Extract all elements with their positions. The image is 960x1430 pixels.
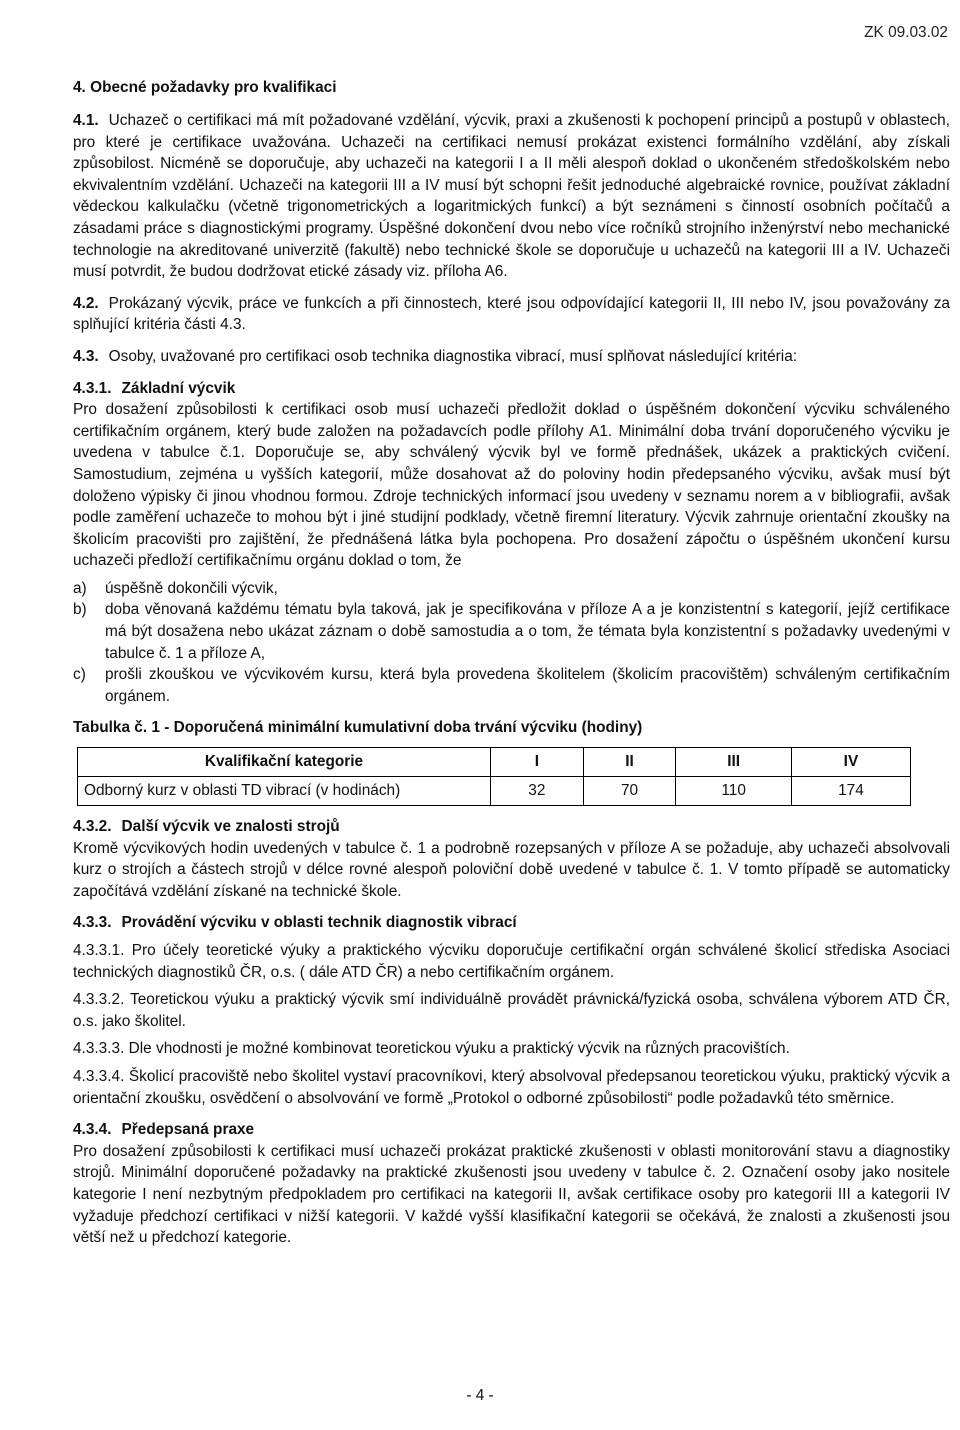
paragraph-text: Školicí pracoviště nebo školitel vystaví pracovníkovi, který absolvoval předepsanou teoretickou výuku, praktický výcvik a orientační zkoušku, osvědčení o absolvování ve formě „Protokol o odborné způsobilosti“ podle požadavků této směrnice. [73,1067,950,1107]
heading-title: Další výcvik ve znalosti strojů [121,818,340,836]
paragraph-4-3-3-4 [73,1066,950,1109]
heading-title: Předepsaná praxe [121,1121,255,1139]
page-number: - 4 - [466,1387,494,1404]
paragraph-4-3-3-2 [73,989,950,1032]
table-caption: Tabulka č. 1 - Doporučená minimální kumulativní doba trvání výcviku (hodiny) [73,719,643,737]
requirements-list [73,578,950,708]
list-item-text: úspěšně dokončili výcvik, [105,579,278,597]
paragraph-number: 4.3.3.2. [73,991,125,1009]
paragraph-text: Teoretickou výuku a praktický výcvik smí individuálně provádět právnická/fyzická osoba, schválena výborem ATD ČR, o.s. jako školitel. [73,991,951,1030]
heading-4-3-2 [73,816,950,838]
paragraph-text: Osoby, uvažované pro certifikaci osob technika diagnostika vibrací, musí splňovat následující kritéria: [108,347,798,365]
heading-number: 4.3.1. [73,379,112,397]
paragraph-4-3-2: Kromě výcvikových hodin uvedených v tabulce č. 1 a podrobně rozepsaných v příloze A se požaduje, aby uchazeči absolvovali kurz o strojích a částech strojů v délce rovné alespoň poloviční době uvedené v tabulce č. 1. V tomto případě se automaticky započítává vzdělání získané na technické škole. [73,839,950,900]
paragraph-number: 4.3.3.4. [73,1067,125,1085]
paragraph-4-3-4: Pro dosažení způsobilosti k certifikaci musí uchazeči prokázat praktické zkušenosti v oblasti monitorování stavu a diagnostiky strojů. Minimální doporučené požadavky na praktické zkušenosti jsou uvedeny v tabulce č. 2. Označení osoby jako nositele kategorie I není nezbytným předpokladem pro certifikaci na kategorii II, avšak certifikace osoby pro kategorii III a kategorii IV vyžaduje předchozí certifikaci v nižší kategorii. V každé vyšší klasifikační kategorii se očekává, že znalosti a zkušenosti jsou větší než u předchozí kategorie. [73,1142,950,1247]
paragraph-text: Uchazeč o certifikaci má mít požadované vzdělání, výcvik, praxi a zkušenosti k pochopení principů a postupů v oblastech, pro které je certifikace uvažována. Uchazeči na certifikaci nemusí prokázat existenci formálního vzdělání, aby získali způsobilost. Nicméně se doporučuje, aby uchazeči na kategorii I a II měli alespoň doklad o ukončeném středoškolském nebo ekvivalentním vzdělání. Uchazeči na kategorii III a IV musí být schopni řešit jednoduché algebraické rovnice, používat základní vědeckou kalkulačku (včetně trigonometrických a logaritmických funkcí) a být seznámeni s činností osobních počítačů a zásadami práce s diagnostickými programy. Úspěšné dokončení dvou nebo více ročníků strojního inženýrství nebo mechanické technologie na akreditované univerzitě (fakultě) nebo technické škole se doporučuje u uchazečů na kategorii III a IV. Uchazeči musí potvrdit, že budou dodržovat etické zásady viz. příloha A6. [73,112,950,281]
heading-number: 4.3.2. [73,818,112,836]
heading-number: 4.3.3. [73,914,112,932]
paragraph-number: 4.2. [73,294,99,312]
heading-4-3-3 [73,912,950,934]
list-item [73,599,950,664]
document-body [73,110,950,1249]
list-item-text: doba věnovaná každému tématu byla taková, jak je specifikována v příloze A a je konzistentní s kategorií, jejíž certifikace má být dosažena nebo ukázat záznam o době samostudia a o tom, že témata byla konzistentní s požadavky uvedenými v tabulce č. 1 a příloze A, [105,601,950,662]
table-header-cell: I [491,748,584,777]
paragraph-4-1 [73,110,950,283]
table-cell: Odborný kurz v oblasti TD vibrací (v hodinách) [78,777,491,806]
list-item-label: b) [73,601,87,619]
table-cell: 110 [676,777,792,806]
table-cell: 174 [791,777,910,806]
heading-title: Základní výcvik [121,379,236,397]
paragraph-number: 4.3.3.3. [73,1040,125,1058]
table-cell: 32 [491,777,584,806]
training-hours-table [77,747,911,806]
table-cell: 70 [583,777,676,806]
document-id: ZK 09.03.02 [864,24,948,41]
paragraph-text: Dle vhodnosti je možné kombinovat teoretickou výuku a praktický výcvik na různých pracovištích. [128,1040,790,1058]
heading-number: 4.3.4. [73,1121,112,1139]
list-item-label: c) [73,666,86,684]
list-item-text: prošli zkouškou ve výcvikovém kursu, která byla provedena školitelem (školicím pracovištěm) schváleným certifikačním orgánem. [105,666,950,705]
paragraph-4-3-3-1 [73,940,950,983]
list-item-label: a) [73,579,87,597]
paragraph-text: Pro účely teoretické výuky a praktického výcviku doporučuje certifikační orgán schválené školicí střediska Asociaci technických diagnostiků ČR, o.s. ( dále ATD ČR) a nebo certifikačním orgánem. [73,942,950,981]
table-header-row [78,748,911,777]
paragraph-4-3 [73,346,950,368]
table-row [78,777,911,806]
heading-4-3-4 [73,1119,950,1141]
section-title: 4. Obecné požadavky pro kvalifikaci [73,79,337,96]
paragraph-number: 4.1. [73,112,99,129]
list-item [73,664,950,707]
table-header-cell: II [583,748,676,777]
paragraph-4-2 [73,293,950,336]
list-item [73,578,950,600]
paragraph-4-3-1: Pro dosažení způsobilosti k certifikaci osob musí uchazeči předložit doklad o úspěšném dokončení výcviku schváleného certifikačním orgánem, který bude založen na požadavcích podle přílohy A1. Minimální doba trvání doporučeného výcviku je uvedena v tabulce č.1. Doporučuje se, aby schválený výcvik byl ve formě přednášek, ukázek a praktických cvičení. Samostudium, zejména u vyšších kategorií, může dosahovat až do poloviny hodin předepsaného výcviku, avšak musí být doloženo výpisky či jinou vhodnou formou. Zdroje technických informací jsou uvedeny v seznamu norem a v bibliografii, avšak podle zaměření uchazeče to mohou být i jiné studijní podklady, včetně firemní literatury. Výcvik zahrnuje orientační zkoušky na školicím pracovišti pro zajištění, že přednášená látka byla pochopena. Pro dosažení zápočtu o úspěšném ukončení kursu uchazeči předloží certifikačnímu orgánu doklad o tom, že [73,401,950,570]
paragraph-4-3-3-3 [73,1038,950,1060]
table-header-cell: Kvalifikační kategorie [78,748,491,777]
heading-4-3-1 [73,378,950,400]
paragraph-text: Prokázaný výcvik, práce ve funkcích a při činnostech, které jsou odpovídající kategorii II, III nebo IV, jsou považovány za splňující kritéria části 4.3. [73,294,950,334]
paragraph-number: 4.3.3.1. [73,942,125,959]
table-header-cell: III [676,748,792,777]
table-header-cell: IV [791,748,910,777]
heading-title: Provádění výcviku v oblasti technik diagnostik vibrací [121,914,517,932]
paragraph-number: 4.3. [73,347,99,365]
